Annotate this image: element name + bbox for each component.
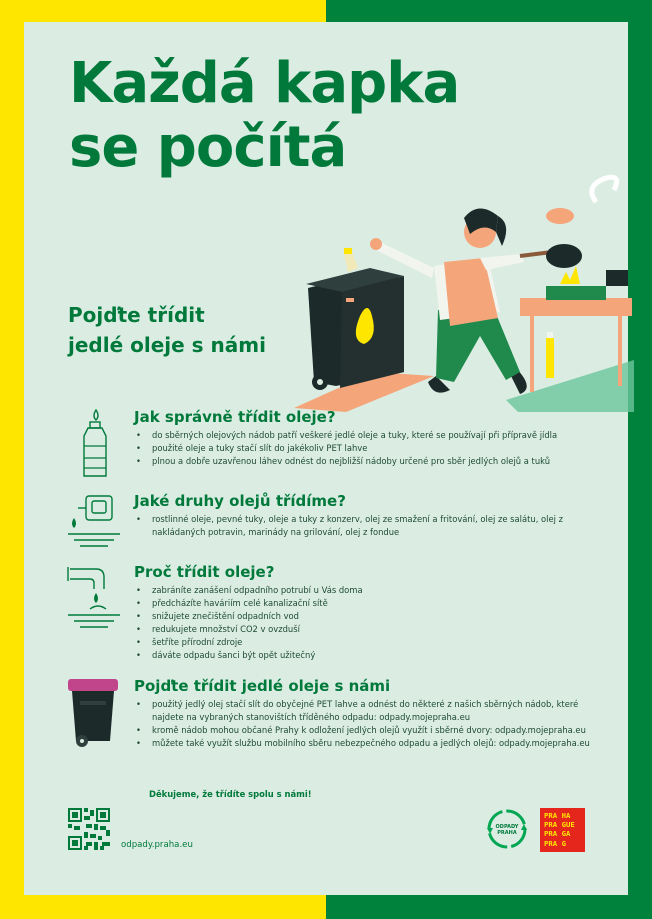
drain-pipe-icon — [66, 563, 122, 635]
subtitle-line-1: Pojďte třídit — [68, 303, 205, 327]
section-title: Jaké druhy olejů třídíme? — [134, 492, 346, 510]
bullet-list — [134, 698, 602, 750]
section-title: Jak správně třídit oleje? — [134, 408, 336, 426]
list-item: • dáváte odpadu šanci být opět užitečný — [134, 649, 602, 662]
list-item: • rostlinné oleje, pevné tuky, oleje a tuky z konzerv, olej ze smažení a fritování, olej ze salátu, olej z nakládaných potravin, marinády na grilování, olej z fondue — [134, 513, 602, 539]
list-item: • redukujete množství CO2 v ovzduší — [134, 623, 602, 636]
list-item: • kromě nádob mohou občané Prahy k odložení jedlých olejů využít i sběrné dvory: odpady.mojepraha.eu — [134, 724, 602, 737]
section-body — [134, 492, 602, 539]
oil-bottle-icon — [66, 408, 122, 480]
cook-illustration — [284, 150, 634, 412]
qr-code[interactable] — [68, 808, 110, 850]
subtitle-line-2: jedlé oleje s námi — [68, 333, 266, 357]
section-title: Pojďte třídit jedlé oleje s námi — [134, 677, 391, 695]
section-body — [134, 563, 602, 662]
title-line-2: se počítá — [69, 115, 347, 180]
praha-logo-line: PRA HA — [544, 811, 571, 820]
bullet-list — [134, 429, 602, 468]
website-link[interactable]: odpady.praha.eu — [121, 840, 193, 850]
list-item: • předcházíte haváriím celé kanalizační sítě — [134, 597, 602, 610]
list-item: • můžete také využít službu mobilního sběru nebezpečného odpadu a jedlých olejů: odpady.mojepraha.eu — [134, 737, 602, 750]
cook-person-illustration — [370, 177, 617, 394]
praha-logo-line: PRA GA — [544, 829, 571, 839]
list-item: • plnou a dobře uzavřenou láhev odnést do nejbližší nádoby určené pro sběr jedlých olejů a tuků — [134, 455, 602, 468]
praha-logo — [540, 808, 585, 852]
list-item: • snižujete znečištění odpadních vod — [134, 610, 602, 623]
praha-logo-line: PRA GUE — [544, 820, 575, 830]
bullet-list — [134, 584, 602, 662]
svg-text:ODPADY: ODPADY — [495, 824, 519, 830]
list-item: • do sběrných olejových nádob patří veškeré jedlé oleje a tuky, které se používají při přípravě jídla — [134, 429, 602, 442]
poster — [24, 22, 628, 895]
odpady-praha-logo — [486, 808, 528, 850]
svg-text:PRAHA: PRAHA — [497, 830, 517, 836]
title-line-1: Každá kapka — [69, 51, 460, 116]
section-title: Proč třídit oleje? — [134, 563, 275, 581]
oil-container-illustration — [306, 248, 404, 390]
list-item: • šetříte přírodní zdroje — [134, 636, 602, 649]
list-item: • zabráníte zanášení odpadního potrubí u Vás doma — [134, 584, 602, 597]
section-body — [134, 408, 602, 468]
list-item: • použité oleje a tuky stačí slít do jakékoliv PET lahve — [134, 442, 602, 455]
thanks-note: Děkujeme, že třídíte spolu s námi! — [149, 789, 312, 799]
waste-bin-icon — [66, 677, 122, 749]
list-item: • použitý jedlý olej stačí slít do obyčejné PET lahve a odnést do některé z našich sběrných nádob, které najdete na vybraných stanovištích tříděného odpadu: odpady.mojepraha.eu — [134, 698, 602, 724]
praha-logo-line: PRA G — [544, 838, 566, 848]
frying-pan-icon — [66, 492, 122, 564]
bullet-list — [134, 513, 602, 539]
subtitle — [68, 300, 266, 360]
section-body — [134, 677, 602, 750]
